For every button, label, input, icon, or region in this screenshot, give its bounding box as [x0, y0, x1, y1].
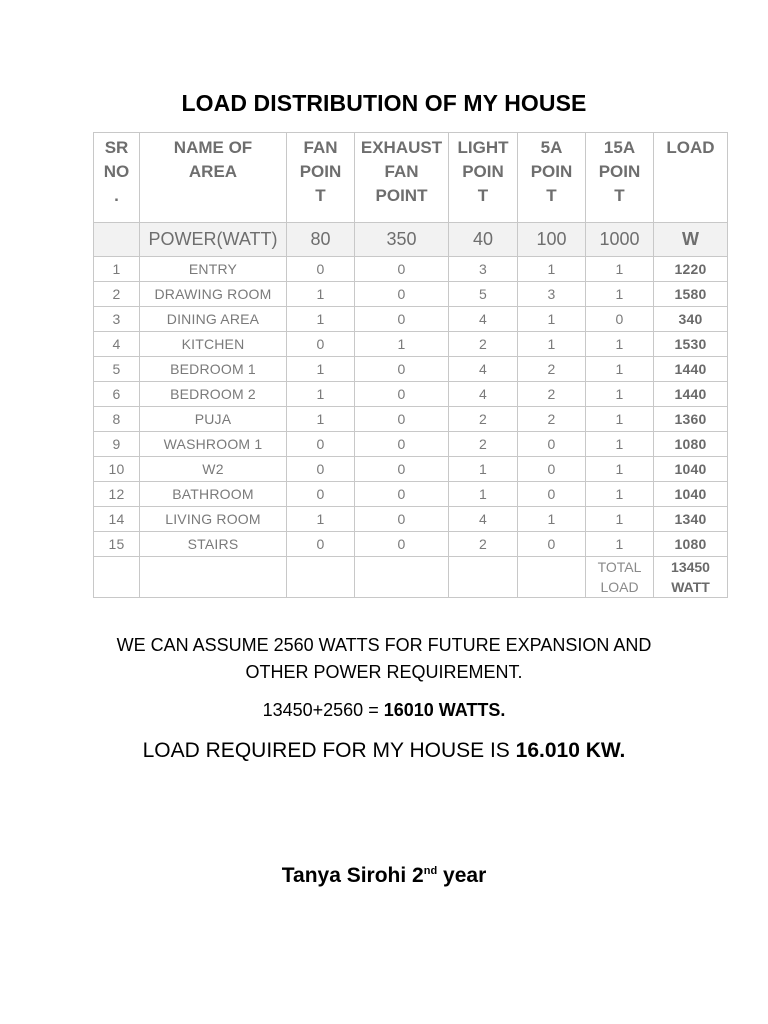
5a-point-cell: 0: [518, 432, 586, 457]
load-cell: 1220: [654, 257, 728, 282]
load-cell: 1530: [654, 332, 728, 357]
load-required-text: LOAD REQUIRED FOR MY HOUSE IS 16.010 KW.: [142, 739, 626, 762]
5a-point-cell: 1: [518, 257, 586, 282]
load-cell: 1080: [654, 432, 728, 457]
blank-cell: [140, 557, 287, 598]
table-row: [94, 482, 728, 507]
light-point-cell: 4: [449, 307, 518, 332]
exhaust-point-cell: 0: [355, 407, 449, 432]
exhaust-power: 350: [355, 223, 449, 257]
assumption-text: WE CAN ASSUME 2560 WATTS FOR FUTURE EXPANSION AND OTHER POWER REQUIREMENT.: [116, 635, 652, 682]
header-cell: FAN POIN T: [287, 133, 355, 223]
sr-no-cell: 14: [94, 507, 140, 532]
light-point-cell: 1: [449, 482, 518, 507]
5a-point-cell: 3: [518, 282, 586, 307]
sr-no-cell: 4: [94, 332, 140, 357]
sr-no-cell: 9: [94, 432, 140, 457]
light-point-cell: 3: [449, 257, 518, 282]
15a-point-cell: 1: [586, 357, 654, 382]
blank-cell: [94, 223, 140, 257]
exhaust-point-cell: 0: [355, 457, 449, 482]
light-point-cell: 2: [449, 532, 518, 557]
fan-point-cell: 0: [287, 257, 355, 282]
fan-point-cell: 1: [287, 507, 355, 532]
area-name-cell: BATHROOM: [140, 482, 287, 507]
header-cell: 5A POIN T: [518, 133, 586, 223]
total-load-label: TOTAL LOAD: [586, 557, 654, 598]
area-name-cell: LIVING ROOM: [140, 507, 287, 532]
5a-point-cell: 1: [518, 507, 586, 532]
15a-point-cell: 1: [586, 432, 654, 457]
area-name-cell: W2: [140, 457, 287, 482]
table-row: [94, 282, 728, 307]
light-point-cell: 4: [449, 382, 518, 407]
load-cell: 1440: [654, 382, 728, 407]
table-row: [94, 257, 728, 282]
light-point-cell: 2: [449, 407, 518, 432]
sr-no-cell: 6: [94, 382, 140, 407]
fan-point-cell: 1: [287, 357, 355, 382]
5a-point-cell: 0: [518, 532, 586, 557]
load-cell: 1080: [654, 532, 728, 557]
header-cell: LIGHT POIN T: [449, 133, 518, 223]
area-name-cell: PUJA: [140, 407, 287, 432]
table-row: [94, 532, 728, 557]
light-point-cell: 1: [449, 457, 518, 482]
15a-point-cell: 1: [586, 257, 654, 282]
exhaust-point-cell: 0: [355, 257, 449, 282]
sr-no-cell: 5: [94, 357, 140, 382]
load-cell: 1360: [654, 407, 728, 432]
15a-point-cell: 1: [586, 482, 654, 507]
5a-point-cell: 2: [518, 407, 586, 432]
fan-point-cell: 0: [287, 532, 355, 557]
load-cell: 1340: [654, 507, 728, 532]
sr-no-cell: 3: [94, 307, 140, 332]
area-name-cell: BEDROOM 1: [140, 357, 287, 382]
power-label: POWER(WATT): [140, 223, 287, 257]
exhaust-point-cell: 0: [355, 307, 449, 332]
sum-text: 13450+2560 = 16010 WATTS.: [262, 700, 506, 720]
header-cell: LOAD: [654, 133, 728, 223]
fan-point-cell: 0: [287, 457, 355, 482]
blank-cell: [518, 557, 586, 598]
15a-point-cell: 1: [586, 282, 654, 307]
load-cell: 1580: [654, 282, 728, 307]
15a-point-cell: 1: [586, 457, 654, 482]
exhaust-point-cell: 0: [355, 482, 449, 507]
light-point-cell: 2: [449, 332, 518, 357]
load-cell: 1440: [654, 357, 728, 382]
load-unit: W: [654, 223, 728, 257]
exhaust-point-cell: 0: [355, 532, 449, 557]
15a-point-cell: 0: [586, 307, 654, 332]
area-name-cell: ENTRY: [140, 257, 287, 282]
exhaust-point-cell: 0: [355, 382, 449, 407]
table-row: [94, 382, 728, 407]
sum-result: 16010 WATTS.: [383, 700, 506, 720]
5a-point-cell: 0: [518, 482, 586, 507]
blank-cell: [355, 557, 449, 598]
fan-point-cell: 1: [287, 407, 355, 432]
area-name-cell: DINING AREA: [140, 307, 287, 332]
sr-no-cell: 8: [94, 407, 140, 432]
light-point-cell: 5: [449, 282, 518, 307]
area-name-cell: STAIRS: [140, 532, 287, 557]
header-cell: SR NO .: [94, 133, 140, 223]
document-title: LOAD DISTRIBUTION OF MY HOUSE: [181, 90, 587, 116]
blank-cell: [287, 557, 355, 598]
area-name-cell: DRAWING ROOM: [140, 282, 287, 307]
load-cell: 1040: [654, 457, 728, 482]
exhaust-point-cell: 0: [355, 432, 449, 457]
fan-power: 80: [287, 223, 355, 257]
fan-point-cell: 1: [287, 307, 355, 332]
header-cell: 15A POIN T: [586, 133, 654, 223]
15a-point-cell: 1: [586, 332, 654, 357]
exhaust-point-cell: 0: [355, 507, 449, 532]
light-point-cell: 4: [449, 357, 518, 382]
power-row: [94, 223, 728, 257]
15a-point-cell: 1: [586, 507, 654, 532]
load-cell: 1040: [654, 482, 728, 507]
load-table: [93, 132, 728, 598]
area-name-cell: WASHROOM 1: [140, 432, 287, 457]
fan-point-cell: 0: [287, 332, 355, 357]
fan-point-cell: 1: [287, 282, 355, 307]
exhaust-point-cell: 1: [355, 332, 449, 357]
5a-power: 100: [518, 223, 586, 257]
exhaust-point-cell: 0: [355, 357, 449, 382]
5a-point-cell: 1: [518, 307, 586, 332]
15a-point-cell: 1: [586, 532, 654, 557]
light-point-cell: 2: [449, 432, 518, 457]
total-row: [94, 557, 728, 598]
5a-point-cell: 2: [518, 357, 586, 382]
sr-no-cell: 2: [94, 282, 140, 307]
header-cell: NAME OF AREA: [140, 133, 287, 223]
blank-cell: [94, 557, 140, 598]
5a-point-cell: 0: [518, 457, 586, 482]
blank-cell: [449, 557, 518, 598]
15a-point-cell: 1: [586, 407, 654, 432]
table-row: [94, 332, 728, 357]
area-name-cell: BEDROOM 2: [140, 382, 287, 407]
sr-no-cell: 15: [94, 532, 140, 557]
table-row: [94, 507, 728, 532]
table-row: [94, 357, 728, 382]
fan-point-cell: 0: [287, 432, 355, 457]
15a-power: 1000: [586, 223, 654, 257]
table-row: [94, 407, 728, 432]
light-power: 40: [449, 223, 518, 257]
fan-point-cell: 1: [287, 382, 355, 407]
load-cell: 340: [654, 307, 728, 332]
light-point-cell: 4: [449, 507, 518, 532]
area-name-cell: KITCHEN: [140, 332, 287, 357]
15a-point-cell: 1: [586, 382, 654, 407]
load-value: 16.010 KW.: [515, 739, 626, 762]
table-row: [94, 307, 728, 332]
fan-point-cell: 0: [287, 482, 355, 507]
exhaust-point-cell: 0: [355, 282, 449, 307]
author-line: Tanya Sirohi 2nd year: [281, 864, 487, 887]
sr-no-cell: 12: [94, 482, 140, 507]
header-cell: EXHAUST FAN POINT: [355, 133, 449, 223]
sr-no-cell: 1: [94, 257, 140, 282]
table-row: [94, 457, 728, 482]
sr-no-cell: 10: [94, 457, 140, 482]
5a-point-cell: 1: [518, 332, 586, 357]
5a-point-cell: 2: [518, 382, 586, 407]
table-row: [94, 432, 728, 457]
total-load-value: 13450 WATT: [654, 557, 728, 598]
header-row: [94, 133, 728, 223]
